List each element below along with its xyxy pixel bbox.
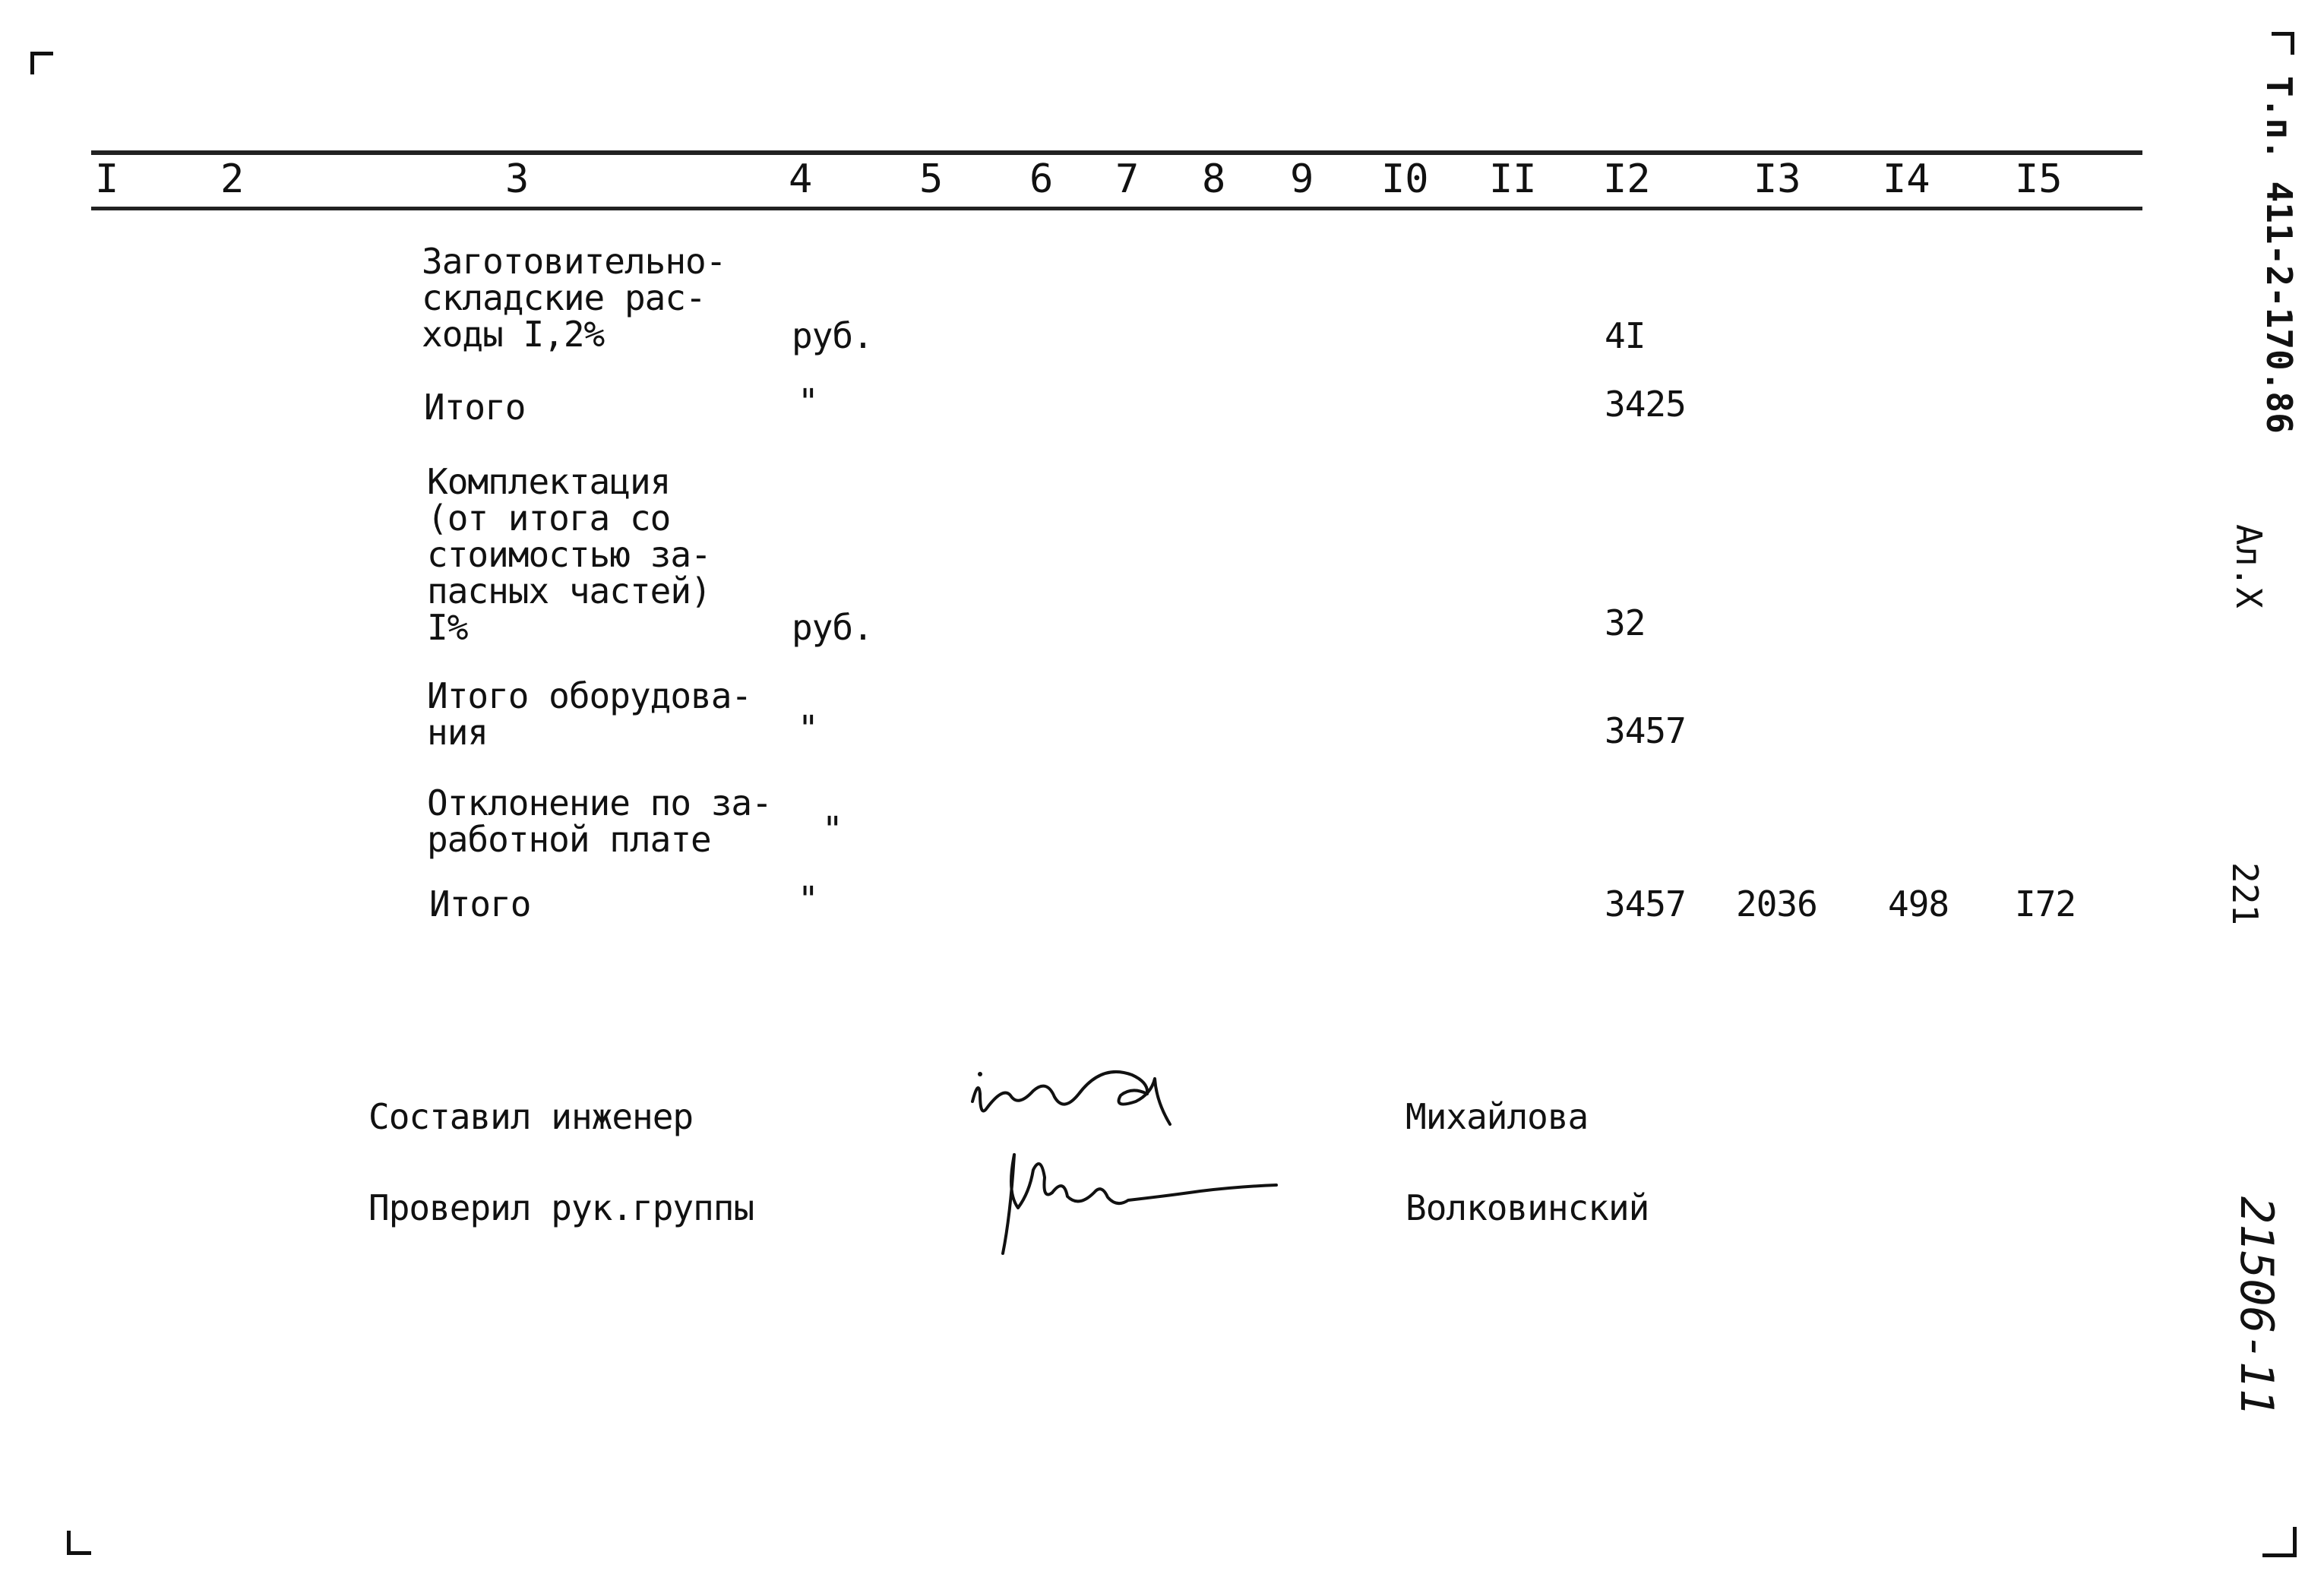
col-header-7: 7 (1115, 156, 1140, 202)
row-6-col15: I72 (2015, 883, 2076, 924)
col-header-14: I4 (1883, 156, 1930, 202)
compiled-by-name: Михайлова (1405, 1096, 1589, 1137)
corner-mark-bottom-right (2262, 1553, 2293, 1557)
col-header-9: 9 (1290, 156, 1314, 202)
col-header-2: 2 (220, 156, 245, 202)
corner-mark-top-left (30, 52, 53, 55)
row-3-col12: 32 (1605, 602, 1646, 643)
signature-checked (972, 1124, 1307, 1261)
col-header-5: 5 (919, 156, 944, 202)
page-number: 221 (2224, 862, 2266, 926)
inventory-number: 21506-11 (2230, 1196, 2283, 1416)
header-top-rule (91, 150, 2142, 155)
row-6-col14: 498 (1888, 883, 1949, 924)
row-4-unit: " (798, 708, 818, 749)
row-1-description: Заготовительно- складские рас- ходы I,2% (422, 241, 726, 355)
col-header-8: 8 (1202, 156, 1226, 202)
row-3-unit: руб. (792, 607, 873, 648)
col-header-4: 4 (789, 156, 813, 202)
checked-by-label: Проверил рук.группы (368, 1187, 754, 1228)
row-2-description: Итого (424, 387, 526, 428)
col-header-3: 3 (505, 156, 530, 202)
row-5-description: Отклонение по за- работной плате (427, 782, 772, 860)
row-2-col12: 3425 (1605, 384, 1686, 425)
row-1-unit: руб. (792, 315, 873, 356)
row-6-col12: 3457 (1605, 883, 1686, 924)
corner-mark-top-right (2291, 32, 2294, 55)
col-header-13: I3 (1753, 156, 1801, 202)
row-5-unit: " (822, 809, 843, 850)
row-4-description: Итого оборудова- ния (427, 675, 752, 753)
row-2-unit: " (798, 381, 818, 422)
row-6-unit: " (798, 879, 818, 920)
row-6-col13: 2036 (1736, 883, 1817, 924)
checked-by-name: Волковинский (1405, 1187, 1649, 1228)
col-header-15: I5 (2015, 156, 2063, 202)
row-3-description: Комплектация (от итога со стоимостью за- пасных частей) I% (427, 461, 711, 648)
header-bottom-rule (91, 207, 2142, 210)
col-header-11: II (1489, 156, 1537, 202)
doc-ref: Т.п. 411-2-170.86 (2259, 76, 2300, 434)
col-header-10: I0 (1381, 156, 1429, 202)
row-6-description: Итого (429, 883, 531, 924)
corner-mark-bottom-right (2293, 1527, 2297, 1557)
corner-mark-bottom-left (67, 1551, 91, 1555)
col-header-12: I2 (1603, 156, 1651, 202)
album-label: Ал.Х (2228, 524, 2269, 608)
col-header-6: 6 (1029, 156, 1054, 202)
compiled-by-label: Составил инженер (368, 1096, 694, 1137)
row-1-col12: 4I (1605, 315, 1646, 356)
col-header-1: I (95, 156, 119, 202)
row-4-col12: 3457 (1605, 710, 1686, 751)
